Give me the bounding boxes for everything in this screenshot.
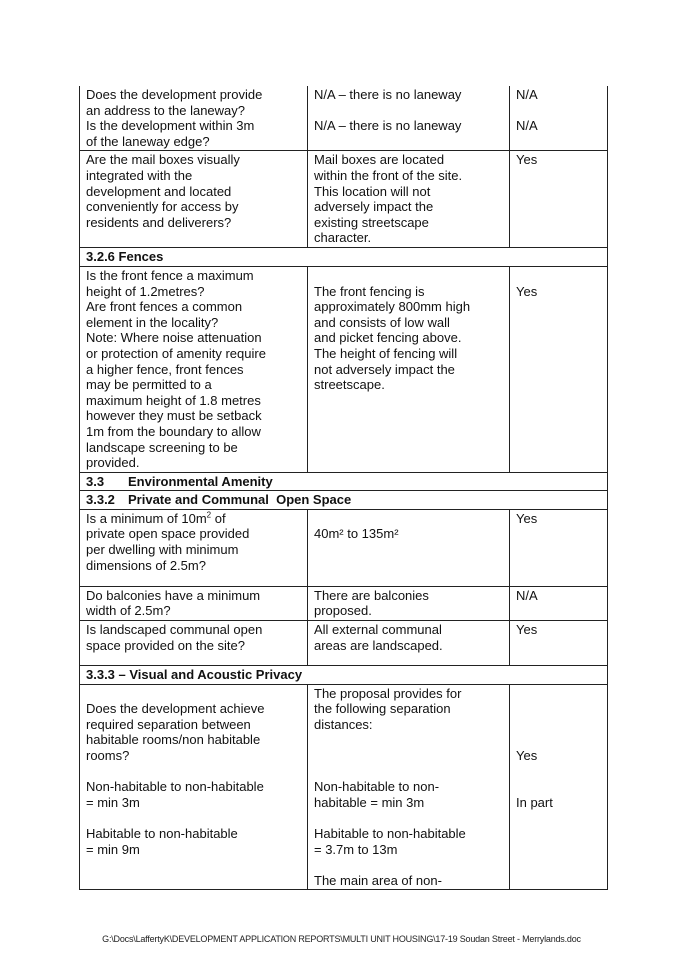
section-heading-privacy: 3.3.3 – Visual and Acoustic Privacy [80,666,608,685]
question-cell: Does the development provide an address to the laneway? Is the development within 3m of the laneway edge? [80,86,308,151]
section-header-row [80,248,608,267]
section-header-row [80,472,608,491]
table-row [80,684,608,890]
table-row [80,151,608,248]
section-heading-open-space: 3.3.2 Private and Communal Open Space [80,491,608,510]
question-cell: Is landscaped communal open space provided on the site? [80,621,308,666]
response-cell: There are balconies proposed. [308,586,510,620]
status-cell: Yes [510,151,608,248]
section-heading-environmental-amenity: 3.3 Environmental Amenity [80,472,608,491]
table-row [80,509,608,586]
status-cell: Yes [510,621,608,666]
section-header-row [80,666,608,685]
response-cell: Mail boxes are located within the front of the site. This location will not adversely impact the existing streetscape character. [308,151,510,248]
question-cell: Does the development achieve required separation between habitable rooms/non habitable rooms? Non-habitable to non-habitable = min 3m Habitable to non-habitable = min 9m [80,684,308,890]
question-cell: Do balconies have a minimum width of 2.5m? [80,586,308,620]
status-cell: N/A N/A [510,86,608,151]
question-cell: Is the front fence a maximum height of 1.2metres? Are front fences a common element in the locality? Note: Where noise attenuation or protection of amenity require a higher fence, front fences may be permitted to a maximum height of 1.8 metres however they must be setback 1m from the boundary to allow landscape screening to be provided. [80,266,308,472]
response-cell: 40m² to 135m² [308,509,510,586]
question-cell: Are the mail boxes visually integrated with the development and located conveniently for access by residents and deliverers? [80,151,308,248]
response-cell: The front fencing is approximately 800mm high and consists of low wall and picket fencing above. The height of fencing will not adversely impact the streetscape. [308,266,510,472]
section-header-row [80,491,608,510]
response-cell: N/A – there is no laneway N/A – there is no laneway [308,86,510,151]
response-cell: All external communal areas are landscaped. [308,621,510,666]
assessment-table [79,86,608,890]
status-cell: Yes [510,266,608,472]
table-row [80,621,608,666]
status-cell: Yes [510,509,608,586]
status-cell: N/A [510,586,608,620]
question-cell: Is a minimum of $10m^2$ of private open space provided per dwelling with minimum dimensions of 2.5m? [80,509,308,586]
table-row [80,586,608,620]
section-heading-fences: 3.2.6 Fences [80,248,608,267]
status-cell: Yes In part [510,684,608,890]
file-path-footer: G:\Docs\LaffertyK\DEVELOPMENT APPLICATION REPORTS\MULTI UNIT HOUSING\17-19 Soudan Street - Merrylands.doc [102,934,581,944]
table-row [80,86,608,151]
response-cell: The proposal provides for the following separation distances: Non-habitable to non- habitable = min 3m Habitable to non-habitable = 3.7m to 13m The main area of non- [308,684,510,890]
table-row [80,266,608,472]
